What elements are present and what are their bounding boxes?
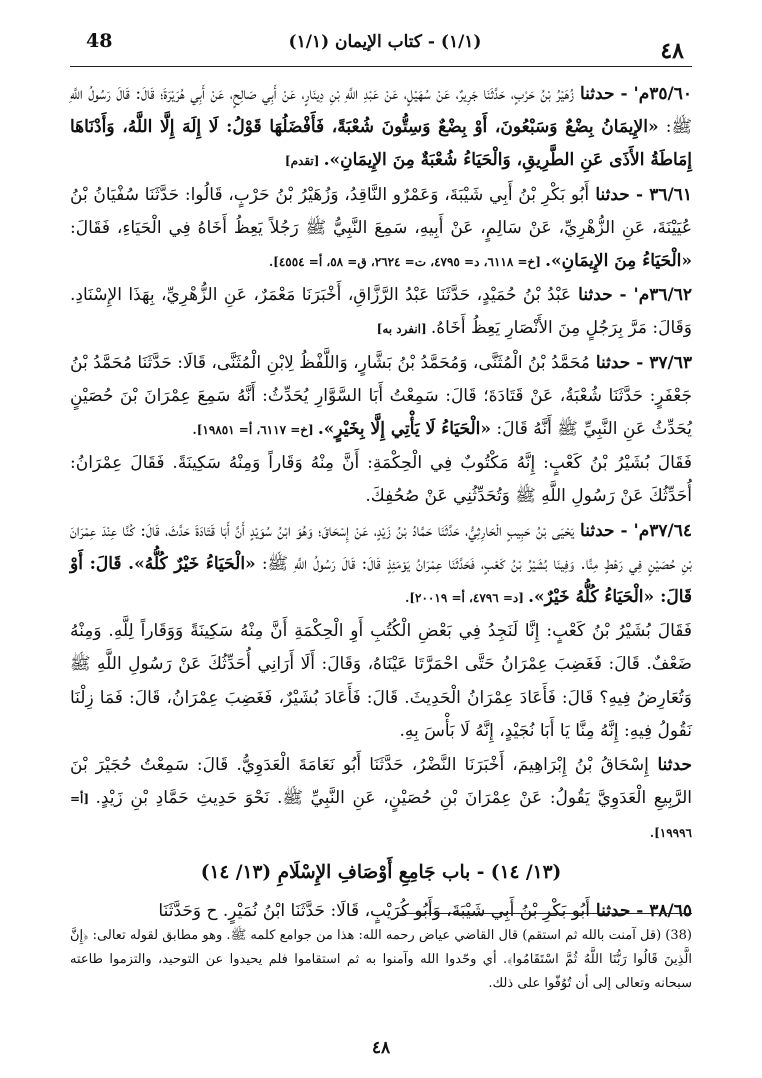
hadith-paragraph: [70, 179, 692, 280]
hadith-matn: «الْحَيَاءُ خَيْرٌ كُلُّهُ». قَالَ: أَوْ قَالَ: «الْحَيَاءُ كُلُّهُ خَيْرٌ».: [70, 553, 692, 608]
hadith-paragraph: [70, 615, 692, 749]
footnote-text: (38) (قل آمنت بالله ثم استقم) قال القاضي عياض رحمه الله: هذا من جوامع كلمه ﷺ. وهو مطابق لقوله تعالى: ﴿إِنَّ الَّذِينَ قَالُوا رَبُّنَا اللَّهُ ثُمَّ اسْتَقَامُوا﴾. أي وحّدوا الله وآمنوا به ثم استقاموا فلم يحيدوا عن التوحيد، والتزموا طاعته سبحانه وتعالى إلى أن تُوُفّوا على ذلك.: [70, 928, 692, 991]
hadith-paragraph: [70, 279, 692, 346]
section-title: (١٣/ ١٤) - باب جَامِعِ أَوْصَافِ الإِسْلَامِ (١٣/ ١٤): [200, 861, 562, 883]
header-page-number-latin: 48: [86, 30, 113, 52]
hadith-ref: [د= ٤٧٩٦، أ= ٢٠٠١٩].: [405, 591, 529, 606]
footnote: [70, 924, 692, 996]
header-page-number-arabic: ٤٨: [660, 38, 684, 64]
hadith-paragraph: [70, 515, 692, 616]
hadith-matn: «الْحَيَاءُ مِنَ الإِيمَانِ».: [545, 251, 692, 272]
hadith-lead: ٣٦/٦٢م' - حدثنا: [571, 285, 693, 306]
hadith-text: عَبْدُ بْنُ حُمَيْدٍ، حَدَّثَنَا عَبْدُ الرَّزَّاقِ، أَخْبَرَنَا مَعْمَرٌ، عَنِ الزُّهْرِيِّ، بِهَذَا الإِسْنَادِ. وَقَالَ: مَرَّ بِرَجُلٍ مِنَ الأَنْصَارِ يَعِظُ أَخَاهُ.: [70, 285, 692, 339]
hadith-text: زُهَيْرُ بْنُ حَرْبٍ، حَدَّثَنَا جَرِيرٌ، عَنْ سُهَيْلٍ، عَنْ عَبْدِ اللَّهِ بْنِ دِينَارٍ، عَنْ أَبِي صَالِحٍ، عَنْ أَبِي هُرَيْرَةَ؛ قَالَ: قَالَ رَسُولُ اللَّهِ ﷺ:: [70, 84, 692, 138]
hadith-ref: [تقدم]: [284, 154, 324, 169]
hadith-paragraph: [70, 895, 692, 928]
hadith-ref: [خ= ٦١١٧، أ= ١٩٨٥١].: [192, 423, 318, 438]
hadith-lead: ٣٧/٦٤م' - حدثنا: [574, 520, 693, 541]
hadith-ref: [انفرد به]: [376, 322, 431, 337]
hadith-ref: [أ= ١٩٩٩٦].: [70, 792, 692, 841]
hadith-paragraph: [70, 78, 692, 179]
hadith-text: أَبُو بَكْرِ بْنُ أَبِي شَيْبَةَ، وَأَبُو كُرَيْبٍ، قَالَا: حَدَّثَنَا ابْنُ نُمَيْرٍ. ح وَحَدَّثَنَا: [158, 900, 590, 921]
hadith-ref: [خ= ٦١١٨، د= ٤٧٩٥، ت= ٢٦٢٤، ق= ٥٨، أ= ٤٥٥٤].: [268, 255, 546, 270]
hadith-lead: حدثنا: [648, 755, 692, 776]
hadith-paragraph: [70, 347, 692, 448]
hadith-lead: ٣٦/٦١ - حدثنا: [589, 184, 692, 205]
hadith-matn: «الْحَيَاءُ لَا يَأْتِي إِلَّا بِخَيْرٍ».: [317, 419, 492, 440]
hadith-lead: ٣٧/٦٣ - حدثنا: [589, 352, 692, 373]
hadith-text: مُحَمَّدُ بْنُ الْمُثَنَّى، وَمُحَمَّدُ بْنُ بَشَّارٍ، وَاللَّفْظُ لِابْنِ الْمُثَنَّى، قَالَا: حَدَّثَنَا مُحَمَّدُ بْنُ جَعْفَرٍ: حَدَّثَنَا شُعْبَةُ، عَنْ قَتَادَةَ؛ قَالَ: سَمِعْتُ أَبَا السَّوَّارِ يُحَدِّثُ: أَنَّهُ سَمِعَ عِمْرَانَ بْنَ حُصَيْنٍ يُحَدِّثُ عَنِ النَّبِيِّ ﷺ أَنَّهُ قَالَ:: [70, 352, 692, 440]
footnote-rule: [400, 913, 692, 914]
hadith-paragraph: [70, 447, 692, 514]
hadith-text: فَقَالَ بُشَيْرُ بْنُ كَعْبٍ: إِنَّهُ مَكْتُوبٌ فِي الْحِكْمَةِ: أَنَّ مِنْهُ وَقَاراً وَمِنْهُ سَكِينَةً. فَقَالَ عِمْرَانُ: أُحَدِّثُكَ عَنْ رَسُولِ اللَّهِ ﷺ وَتُحَدِّثُنِي عَنْ صُحُفِكَ.: [70, 453, 692, 507]
hadith-text: يَحْيَى بْنُ حَبِيبٍ الْحَارِثِيُّ، حَدَّثَنَا حَمَّادُ بْنُ زَيْدٍ، عَنْ إِسْحَاقَ؛ وَهُوَ ابْنُ سُوَيْدٍ أَنَّ أَبَا قَتَادَةَ حَدَّثَ، قَالَ: كُنَّا عِنْدَ عِمْرَانَ بْنِ حُصَيْنٍ فِي رَهْطٍ مِنَّا. وَفِينَا بُشَيْرُ بْنُ كَعْبٍ، فَحَدَّثَنَا عِمْرَانُ يَوْمَئِذٍ قَالَ: قَالَ رَسُولُ اللَّهِ ﷺ:: [70, 520, 692, 574]
main-text: [70, 78, 692, 928]
header-rule: [70, 66, 692, 67]
hadith-lead: ٣٥/٦٠م' - حدثنا: [573, 84, 692, 104]
hadith-text: فَقَالَ بُشَيْرُ بْنُ كَعْبٍ: إِنَّا لَنَجِدُ فِي بَعْضِ الْكُتُبِ أَوِ الْحِكْمَةِ أَنَّ مِنْهُ سَكِينَةً وَوَقَاراً لِلَّهِ. وَمِنْهُ ضَعْفٌ. قَالَ: فَغَضِبَ عِمْرَانُ حَتَّى احْمَرَّتَا عَيْنَاهُ، وَقَالَ: أَلَا أَرَانِي أُحَدِّثُكَ عَنْ رَسُولِ اللَّهِ ﷺ وَتُعَارِضُ فِيهِ؟ قَالَ: فَأَعَادَ عِمْرَانُ الْحَدِيثَ. قَالَ: فَأَعَادَ بُشَيْرٌ، فَغَضِبَ عِمْرَانُ، قَالَ: فَمَا زِلْنَا نَقُولُ فِيهِ: إِنَّهُ مِنَّا يَا أَبَا نُجَيْدٍ، إِنَّهُ لَا بَأْسَ بِهِ.: [70, 621, 692, 741]
hadith-text: أَبُو بَكْرِ بْنُ أَبِي شَيْبَةَ، وَعَمْرٌو النَّاقِدُ، وَزُهَيْرُ بْنُ حَرْبٍ، قَالُوا: حَدَّثَنَا سُفْيَانُ بْنُ عُيَيْنَةَ، عَنِ الزُّهْرِيِّ، عَنْ سَالِمٍ، عَنْ أَبِيهِ، سَمِعَ النَّبِيُّ ﷺ رَجُلاً يَعِظُ أَخَاهُ فِي الْحَيَاءِ، فَقَالَ:: [70, 184, 692, 238]
hadith-matn: «الإِيمَانُ بِضْعٌ وَسَبْعُونَ، أَوْ بِضْعٌ وَسِتُّونَ شُعْبَةً، فَأَفْضَلُهَا قَوْلُ: لَا إِلَهَ إِلَّا اللَّهُ، وَأَدْنَاهَا إِمَاطَةُ الأَذَى عَنِ الطَّرِيقِ، وَالْحَيَاءُ شُعْبَةٌ مِنَ الإِيمَانِ».: [70, 117, 692, 171]
hadith-lead: ٣٨/٦٥ - حدثنا: [589, 900, 692, 921]
page-folio: ٤٨: [371, 1038, 391, 1058]
header-title: (١/١) - كتاب الإيمان (١/١): [288, 32, 482, 52]
hadith-text: إِسْحَاقُ بْنُ إِبْرَاهِيمَ، أَخْبَرَنَا النَّضْرُ، حَدَّثَنَا أَبُو نَعَامَةَ الْعَدَوِيُّ. قَالَ: سَمِعْتُ حُجَيْرَ بْنَ الرَّبِيعِ الْعَدَوِيَّ يَقُولُ: عَنْ عِمْرَانَ بْنِ حُصَيْنٍ، عَنِ النَّبِيِّ ﷺ. نَحْوَ حَدِيثِ حَمَّادِ بْنِ زَيْدٍ.: [70, 755, 692, 809]
hadith-paragraph: [70, 749, 692, 851]
